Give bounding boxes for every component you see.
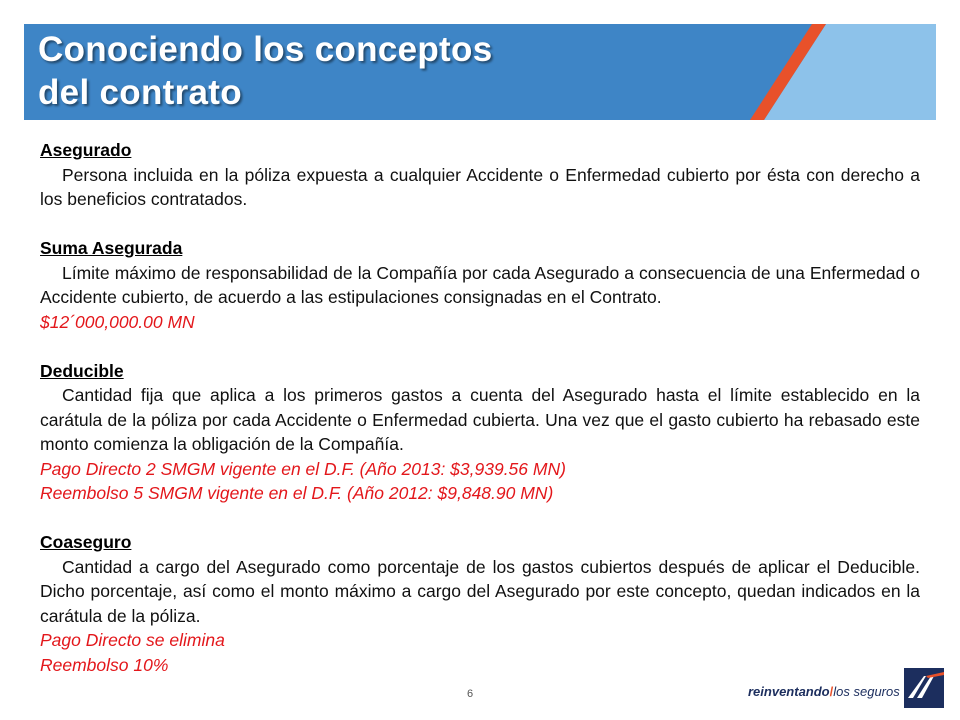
section-heading: Coaseguro bbox=[40, 532, 132, 552]
section-heading: Deducible bbox=[40, 360, 124, 381]
section-body: Límite máximo de responsabilidad de la Compañía por cada Asegurado a consecuencia de una Enfermedad o Accidente cubierto, de acuerdo a las estipulaciones consignadas en el Contrato. bbox=[40, 262, 920, 307]
title-banner bbox=[24, 24, 936, 120]
brand-tagline bbox=[748, 684, 900, 699]
axa-logo bbox=[904, 668, 944, 708]
section-note: Reembolso 5 SMGM vigente en el D.F. (Año 2012: $9,848.90 MN) bbox=[40, 483, 554, 503]
section-body: Cantidad a cargo del Asegurado como porcentaje de los gastos cubiertos después de aplicar el Deducible. Dicho porcentaje, así como el monto máximo a cargo del Asegurado por este concepto, quedan indicados en la carátula de la póliza. bbox=[40, 556, 920, 626]
brand-tagline-slash: / bbox=[829, 684, 834, 699]
section-deducible bbox=[40, 359, 920, 506]
page-number: 6 bbox=[466, 688, 474, 700]
page-title-line-2: del contrato bbox=[38, 73, 242, 112]
section-body: Persona incluida en la póliza expuesta a cualquier Accidente o Enfermedad cubierto por ésta con derecho a los beneficios contratados. bbox=[40, 164, 920, 209]
section-heading: Suma Asegurada bbox=[40, 238, 183, 258]
section-heading: Asegurado bbox=[40, 140, 132, 160]
section-note: Pago Directo 2 SMGM vigente en el D.F. (Año 2013: $3,939.56 MN) bbox=[40, 458, 566, 479]
page-title-line-1: Conociendo los conceptos bbox=[38, 30, 493, 69]
section-asegurado bbox=[40, 138, 920, 212]
concepts-content bbox=[40, 138, 920, 702]
brand-tagline-word: reinventando bbox=[748, 684, 830, 699]
section-note: Pago Directo se elimina bbox=[40, 630, 225, 650]
section-note: Reembolso 10% bbox=[40, 654, 169, 675]
page-title bbox=[38, 28, 492, 114]
section-suma-asegurada bbox=[40, 236, 920, 334]
section-body: Cantidad fija que aplica a los primeros gastos a cuenta del Asegurado hasta el límite establecido en la carátula de la póliza por cada Accidente o Enfermedad cubierta. Una vez que el gasto cubierto ha rebasado este monto comienza la obligación de la Compañía. bbox=[40, 385, 920, 454]
brand-tagline-rest: los seguros bbox=[833, 684, 900, 699]
section-coaseguro bbox=[40, 530, 920, 677]
section-note: $12´000,000.00 MN bbox=[40, 311, 195, 332]
